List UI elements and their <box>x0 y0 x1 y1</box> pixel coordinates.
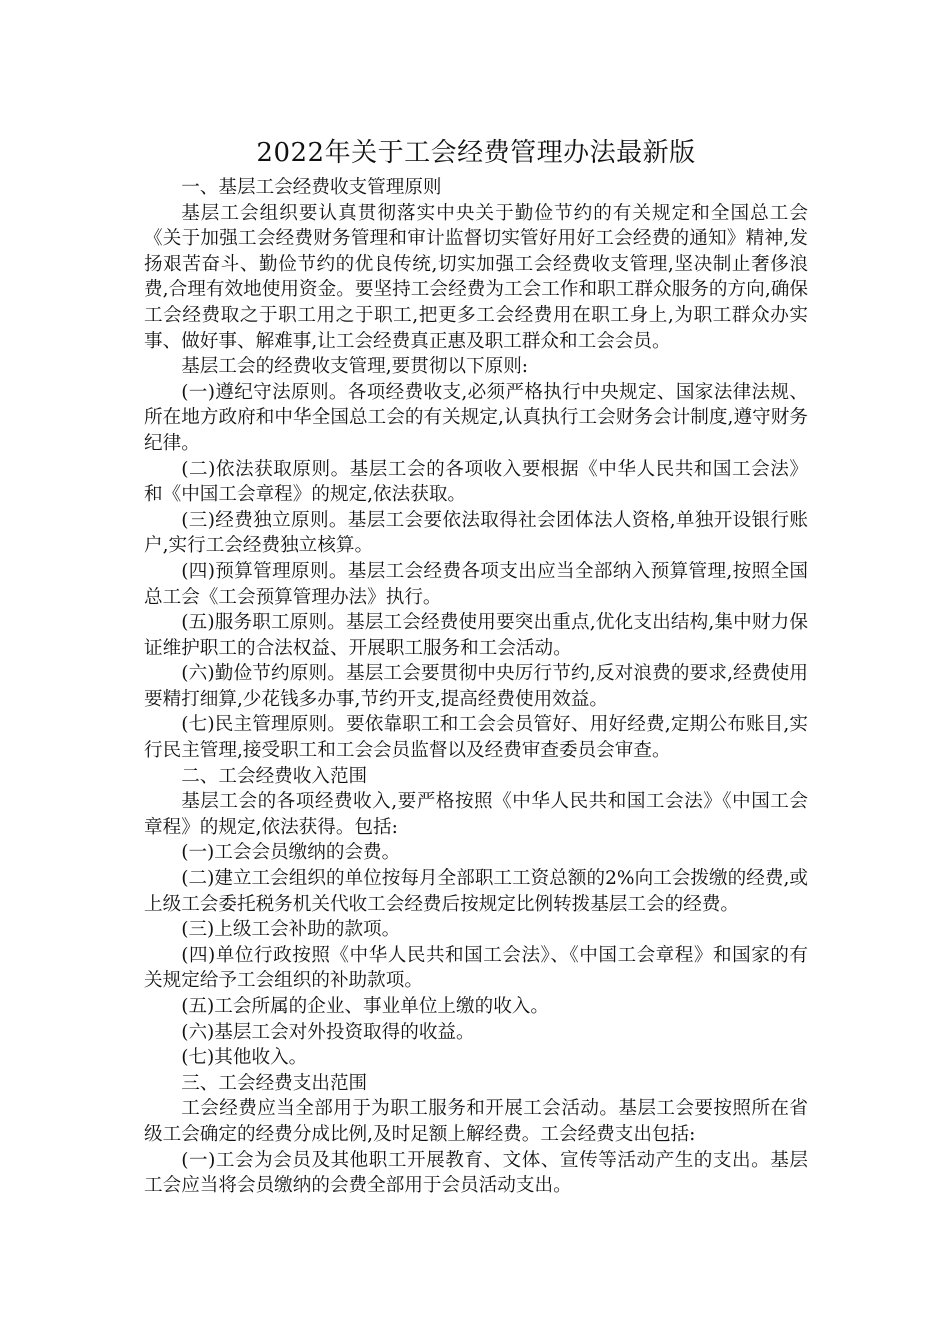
list-item: (六)勤俭节约原则。基层工会要贯彻中央厉行节约,反对浪费的要求,经费使用要精打细算,少花钱多办事,节约开支,提高经费使用效益。 <box>144 663 808 710</box>
list-item: (四)预算管理原则。基层工会经费各项支出应当全部纳入预算管理,按照全国总工会《工会预算管理办法》执行。 <box>144 560 808 608</box>
list-item: (三)经费独立原则。基层工会要依法取得社会团体法人资格,单独开设银行账户,实行工会经费独立核算。 <box>144 509 808 557</box>
section-heading-3: 三、工会经费支出范围 <box>181 1072 368 1094</box>
list-item: (一)工会会员缴纳的会费。 <box>181 842 401 864</box>
list-item: (七)民主管理原则。要依靠职工和工会会员管好、用好经费,定期公布账目,实行民主管理,接受职工和工会会员监督以及经费审查委员会审查。 <box>144 714 808 762</box>
list-item: (二)建立工会组织的单位按每月全部职工工资总额的2%向工会拨缴的经费,或上级工会委托税务机关代收工会经费后按规定比例转拨基层工会的经费。 <box>144 868 808 915</box>
paragraph: 工会经费应当全部用于为职工服务和开展工会活动。基层工会要按照所在省级工会确定的经费分成比例,及时足额上解经费。工会经费支出包括: <box>144 1098 808 1145</box>
list-item: (五)服务职工原则。基层工会经费使用要突出重点,优化支出结构,集中财力保证维护职工的合法权益、开展职工服务和工会活动。 <box>144 612 808 659</box>
document-body <box>144 135 808 1199</box>
list-item: (四)单位行政按照《中华人民共和国工会法》、《中国工会章程》和国家的有关规定给予工会组织的补助款项。 <box>144 944 808 992</box>
list-item: (五)工会所属的企业、事业单位上缴的收入。 <box>181 996 549 1017</box>
list-item: (一)遵纪守法原则。各项经费收支,必须严格执行中央规定、国家法律法规、所在地方政府和中华全国总工会的有关规定,认真执行工会财务会计制度,遵守财务纪律。 <box>144 381 808 454</box>
paragraph: 基层工会的经费收支管理,要贯彻以下原则: <box>181 356 529 378</box>
section-heading-1: 一、基层工会经费收支管理原则 <box>181 177 442 198</box>
section-heading-2: 二、工会经费收入范围 <box>181 765 368 787</box>
paragraph: 基层工会的各项经费收入,要严格按照《中华人民共和国工会法》《中国工会章程》的规定,依法获得。包括: <box>144 791 808 838</box>
list-item: (六)基层工会对外投资取得的收益。 <box>181 1021 475 1043</box>
list-item: (二)依法获取原则。基层工会的各项收入要根据《中华人民共和国工会法》和《中国工会章程》的规定,依法获取。 <box>144 458 808 506</box>
document-title: 2022年关于工会经费管理办法最新版 <box>256 138 696 168</box>
list-item: (三)上级工会补助的款项。 <box>181 919 401 941</box>
paragraph: 基层工会组织要认真贯彻落实中央关于勤俭节约的有关规定和全国总工会《关于加强工会经费财务管理和审计监督切实管好用好工会经费的通知》精神,发扬艰苦奋斗、勤俭节约的优良传统,切实加强工会经费收支管理,坚决制止奢侈浪费,合理有效地使用资金。要坚持工会经费为工会工作和职工群众服务的方向,确保工会经费取之于职工用之于职工,把更多工会经费用在职工身上,为职工群众办实事、做好事、解难事,让工会经费真正惠及职工群众和工会会员。 <box>144 202 808 352</box>
list-item: (一)工会为会员及其他职工开展教育、文体、宣传等活动产生的支出。基层工会应当将会员缴纳的会费全部用于会员活动支出。 <box>144 1149 808 1197</box>
list-item: (七)其他收入。 <box>181 1047 308 1069</box>
